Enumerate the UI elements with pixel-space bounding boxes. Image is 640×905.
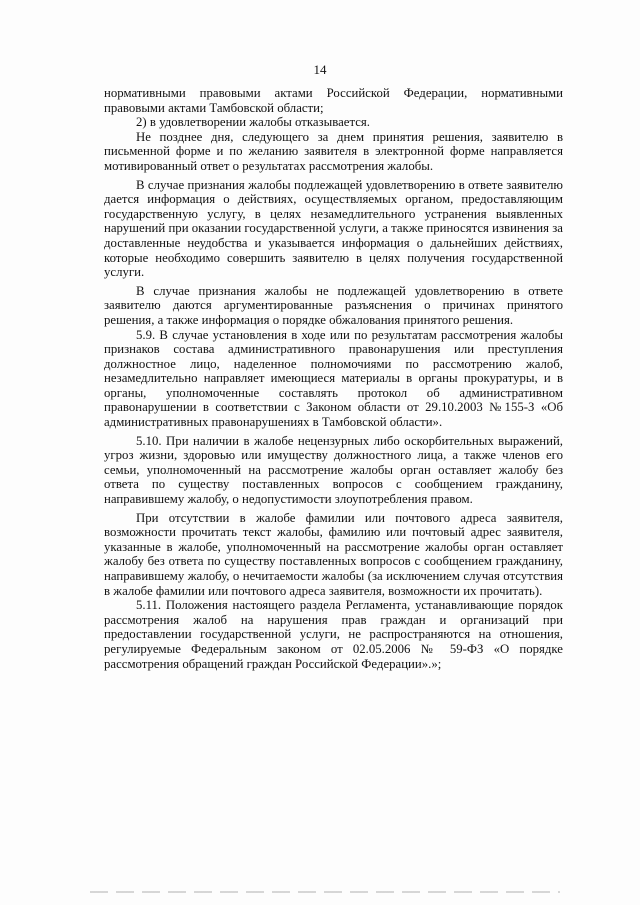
paragraph-item-2: 2) в удовлетворении жалобы отказывается. <box>136 115 370 130</box>
page-number: 14 <box>313 62 327 77</box>
paragraph-missing-address: При отсутствии в жалобе фамилии или почтового адреса заявителя, возможности прочитать текст жалобы, фамилию или почтовый адрес заявителя, указанные в жалобе, уполномоченный на рассмотрение жалобы орган оставляет жалобу без ответа по существу поставленных вопросов с сообщением гражданину, направившему жалобу, о нечитаемости жалобы (за исключением случая отсутствия в жалобе фамилии или почтового адреса заявителя, возможности их прочитать). <box>104 510 563 598</box>
body-text <box>104 86 563 671</box>
paragraph-complaint-rejected: В случае признания жалобы не подлежащей удовлетворению в ответе заявителю даются аргументированные разъяснения о причинах принятого решения, а также информация о порядке обжалования принятого решения. <box>104 283 563 327</box>
paragraph-complaint-satisfied: В случае признания жалобы подлежащей удовлетворению в ответе заявителю дается информация о действиях, осуществляемых органом, предоставляющим государственную услугу, в целях незамедлительного устранения выявленных нарушений при оказании государственной услуги, а также приносятся извинения за доставленные неудобства и указывается информация о дальнейших действиях, которые необходимо совершить заявителю в целях получения государственной услуги. <box>104 177 563 280</box>
paragraph-continuation: нормативными правовыми актами Российской Федерации, нормативными правовыми актами Тамбовской области; <box>104 86 563 115</box>
paragraph-section-5-9: 5.9. В случае установления в ходе или по результатам рассмотрения жалобы признаков состава административного правонарушения или преступления должностное лицо, наделенное полномочиями по рассмотрению жалоб, незамедлительно направляет имеющиеся материалы в органы прокуратуры, и в органы, уполномоченные составлять протокол об административном правонарушении в соответствии с Законом области от 29.10.2003 №155-З «Об административных правонарушениях в Тамбовской области». <box>104 327 563 430</box>
paragraph-section-5-10: 5.10. При наличии в жалобе нецензурных либо оскорбительных выражений, угроз жизни, здоровью или имуществу должностного лица, а также членов его семьи, уполномоченный на рассмотрение жалобы орган оставляет жалобу без ответа по существу поставленных вопросов с сообщением гражданину, направившему жалобу, о недопустимости злоупотребления правом. <box>104 433 563 507</box>
paragraph-response-deadline: Не позднее дня, следующего за днем принятия решения, заявителю в письменной форме и по желанию заявителя в электронной форме направляется мотивированный ответ о результатах рассмотрения жалобы. <box>104 129 563 173</box>
scan-artifact-line <box>90 891 560 893</box>
paragraph-section-5-11: 5.11. Положения настоящего раздела Регламента, устанавливающие порядок рассмотрения жалоб на нарушения прав граждан и организаций при предоставлении государственной услуги, не распространяются на отношения, регулируемые Федеральным законом от 02.05.2006 № 59-ФЗ «О порядке рассмотрения обращений граждан Российской Федерации».»; <box>104 598 563 671</box>
